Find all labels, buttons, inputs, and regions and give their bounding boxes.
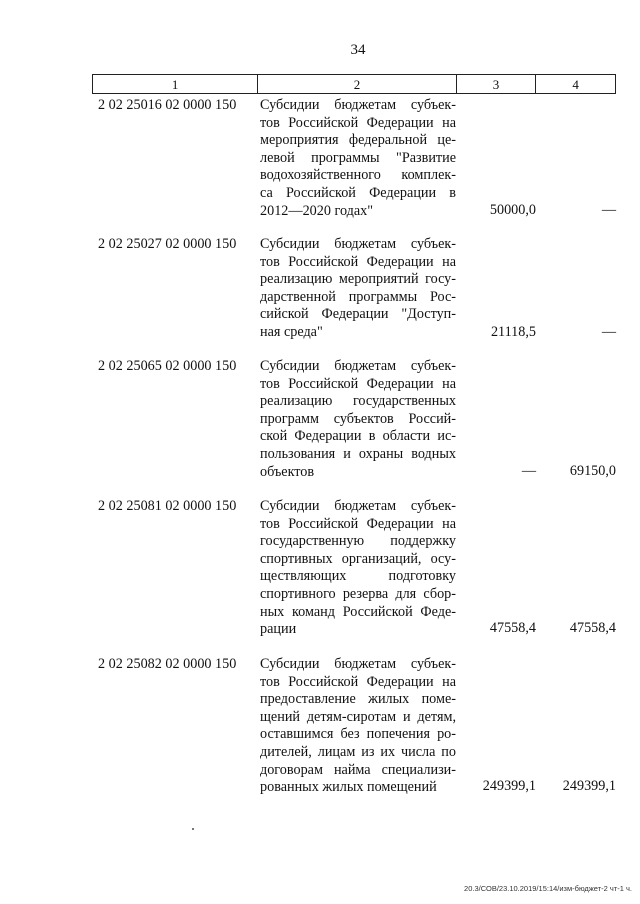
description-line: договорам найма специализи- — [260, 761, 456, 778]
value-col-3: — — [521, 463, 536, 479]
table-row — [92, 498, 616, 646]
description-line: левой программы "Развитие — [260, 149, 456, 166]
header-col-4: 4 — [572, 77, 579, 92]
budget-code: 2 02 25082 02 0000 150 — [98, 656, 237, 672]
budget-code: 2 02 25081 02 0000 150 — [98, 498, 237, 514]
value-col-3: 249399,1 — [482, 778, 536, 794]
row-description — [260, 358, 456, 481]
description-line: пользования и охраны водных — [260, 445, 456, 462]
description-line: са Российской Федерации в — [260, 184, 456, 201]
description-line: дарственной программы Рос- — [260, 288, 456, 305]
description-line: рации — [260, 621, 297, 638]
description-line: мероприятия федеральной це- — [260, 132, 456, 149]
description-line: тов Российской Федерации на — [260, 673, 456, 690]
row-description — [260, 236, 456, 342]
value-col-4: 69150,0 — [569, 463, 616, 479]
row-description — [260, 97, 456, 220]
value-col-4: 47558,4 — [569, 620, 616, 636]
scan-speck — [192, 828, 194, 830]
table-row — [92, 358, 616, 488]
header-col-1: 1 — [93, 75, 258, 93]
description-line: ской Федерации в области ис- — [260, 428, 456, 445]
table-row — [92, 97, 616, 227]
description-line: реализацию государственных — [260, 393, 456, 410]
header-col-2: 2 — [258, 75, 456, 93]
row-description — [260, 656, 456, 797]
description-line: реализацию мероприятий госу- — [260, 271, 456, 288]
description-line: Субсидии бюджетам субъек- — [260, 498, 456, 514]
value-col-4: — — [601, 202, 616, 218]
table-header — [92, 74, 616, 94]
description-line: спортивного резерва для сбор- — [260, 585, 456, 602]
budget-code: 2 02 25065 02 0000 150 — [98, 358, 237, 374]
row-description — [260, 498, 456, 639]
description-line: Субсидии бюджетам субъек- — [260, 97, 456, 113]
description-line: водохозяйственного комплек- — [260, 167, 456, 184]
description-line: ществляющих подготовку — [260, 568, 456, 585]
value-col-4: — — [601, 324, 616, 340]
budget-code: 2 02 25027 02 0000 150 — [98, 236, 237, 252]
description-line: государственную поддержку — [260, 533, 456, 550]
value-col-3: 47558,4 — [489, 620, 536, 636]
description-line: сийской Федерации "Доступ- — [260, 306, 456, 323]
description-line: Субсидии бюджетам субъек- — [260, 358, 456, 374]
budget-code: 2 02 25016 02 0000 150 — [98, 97, 237, 113]
description-line: программ субъектов Россий- — [260, 410, 456, 427]
description-line: ных команд Российской Феде- — [260, 603, 456, 620]
value-col-3: 50000,0 — [489, 202, 536, 218]
document-footer-stamp: 20.3/СОВ/23.10.2019/15:14/изм-бюджет-2 чт-1 ч. — [464, 884, 632, 893]
table-row — [92, 236, 616, 348]
description-line: Субсидии бюджетам субъек- — [260, 236, 456, 252]
description-line: тов Российской Федерации на — [260, 515, 456, 532]
page-number: 34 — [350, 42, 366, 58]
value-col-4: 249399,1 — [562, 778, 616, 794]
description-line: оставшимся без попечения ро- — [260, 726, 456, 743]
description-line: 2012—2020 годах" — [260, 202, 374, 219]
description-line: тов Российской Федерации на — [260, 114, 456, 131]
value-col-3: 21118,5 — [490, 324, 536, 340]
description-line: тов Российской Федерации на — [260, 253, 456, 270]
description-line: Субсидии бюджетам субъек- — [260, 656, 456, 672]
description-line: дителей, лицам из их числа по — [260, 743, 456, 760]
description-line: тов Российской Федерации на — [260, 375, 456, 392]
description-line: предоставление жилых поме- — [260, 691, 456, 708]
table-row — [92, 656, 616, 804]
description-line: рованных жилых помещений — [260, 779, 437, 796]
header-col-3: 3 — [457, 75, 537, 93]
description-line: спортивных организаций, осу- — [260, 550, 456, 567]
description-line: объектов — [260, 463, 315, 480]
description-line: щений детям-сиротам и детям, — [260, 708, 456, 725]
description-line: ная среда" — [260, 323, 323, 340]
